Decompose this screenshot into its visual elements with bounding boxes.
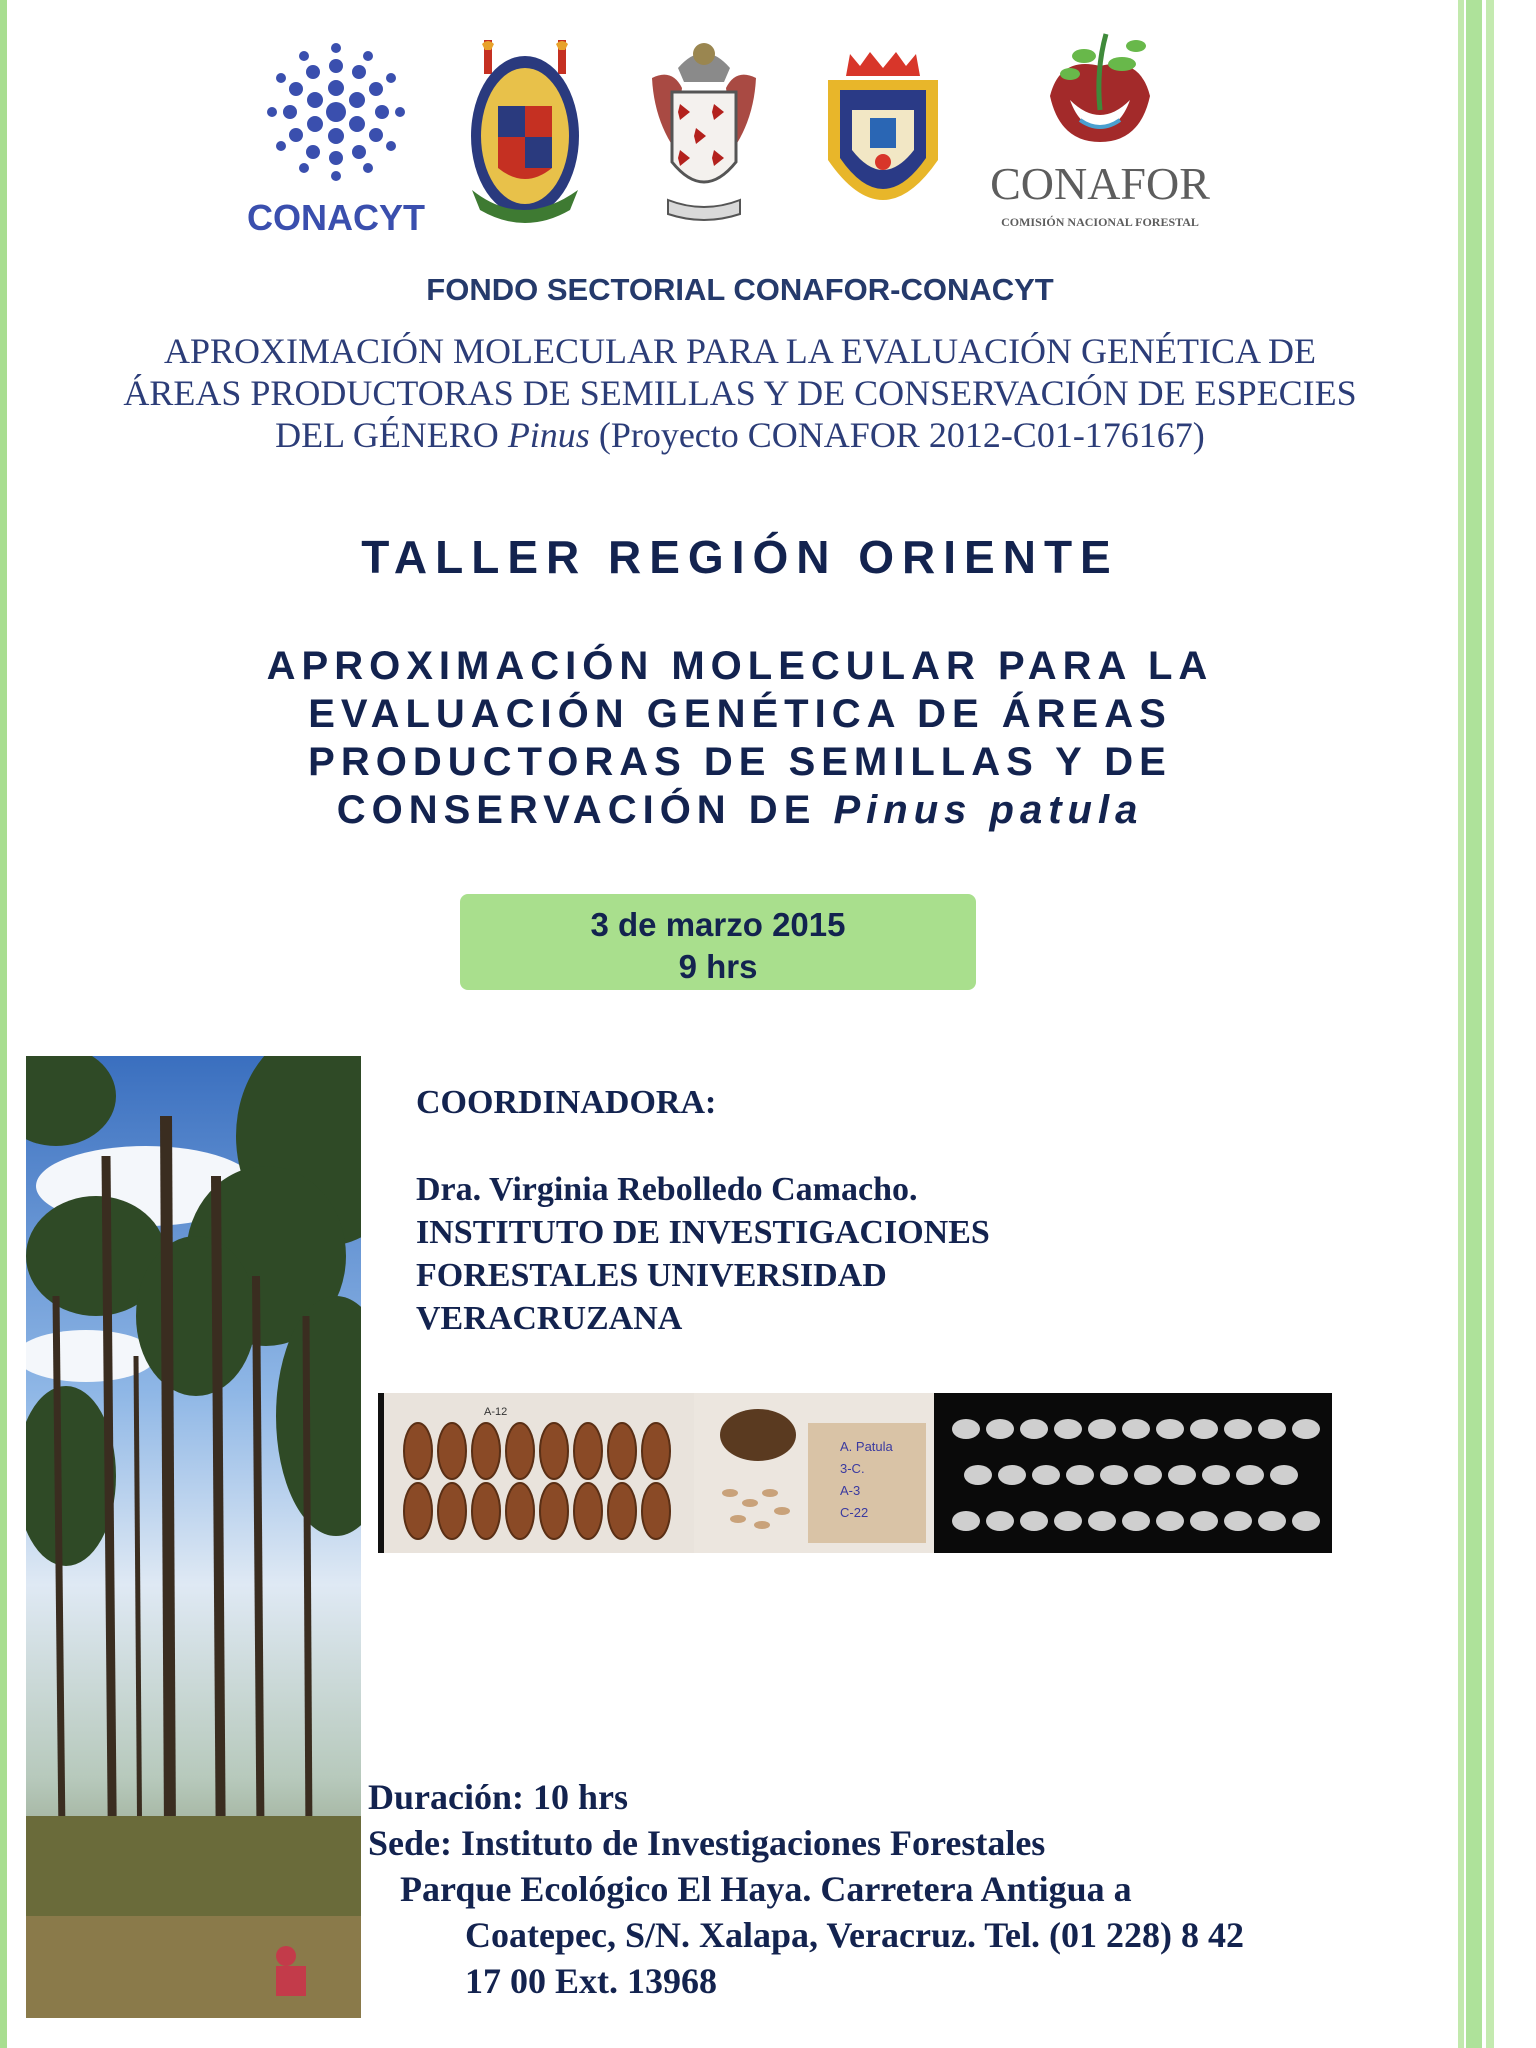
workshop-subtitle-text: CONSERVACIÓN DE (336, 788, 834, 832)
coordinator-institution-line: VERACRUZANA (416, 1300, 683, 1337)
venue-line: 17 00 Ext. 13968 (465, 1961, 717, 2001)
paper-tag-text: A-3 (840, 1483, 861, 1498)
conacyt-logo-text: CONACYT (247, 197, 425, 238)
conafor-logo-text: CONAFOR (990, 158, 1210, 209)
conafor-logo-subtext: COMISIÓN NACIONAL FORESTAL (1001, 215, 1199, 229)
michoacana-seal (462, 40, 588, 226)
project-title-text: (Proyecto CONAFOR 2012-C01-176167) (589, 415, 1205, 455)
project-title-text: DEL GÉNERO (275, 415, 508, 455)
coordinator-institution-line: INSTITUTO DE INVESTIGACIONES (416, 1214, 990, 1251)
pine-forest-photo (26, 1056, 361, 2018)
workshop-subtitle-line: APROXIMACIÓN MOLECULAR PARA LA (266, 644, 1214, 688)
duration-text: Duración: 10 hrs (368, 1777, 628, 1817)
project-title-line (0, 414, 1480, 456)
workshop-subtitle-line (0, 786, 1480, 834)
coordinator-name: Dra. Virginia Rebolledo Camacho. (416, 1171, 918, 1208)
veracruzana-seal (820, 50, 946, 226)
conafor-logo (990, 26, 1210, 230)
coordinator-label: COORDINADORA: (416, 1084, 717, 1121)
project-title-genus: Pinus (507, 415, 590, 455)
venue-line: Coatepec, S/N. Xalapa, Veracruz. Tel. (01 228) 8 42 (465, 1915, 1244, 1955)
right-border-stripe (1486, 0, 1494, 2048)
workshop-subtitle-line: PRODUCTORAS DE SEMILLAS Y DE (308, 740, 1172, 784)
event-date-box (460, 894, 976, 990)
workshop-subtitle-line: EVALUACIÓN GENÉTICA DE ÁREAS (308, 692, 1172, 736)
paper-tag-text: C-22 (840, 1505, 869, 1520)
coordinator-details (416, 1168, 990, 1340)
right-border-margin (1500, 0, 1536, 2048)
cone-tray-label: A-12 (484, 1406, 508, 1418)
workshop-subtitle (0, 642, 1480, 834)
seed-photo-strip (378, 1393, 1332, 1553)
workshop-title: TALLER REGIÓN ORIENTE (361, 531, 1119, 583)
project-title-line: APROXIMACIÓN MOLECULAR PARA LA EVALUACIÓN GENÉTICA DE (163, 331, 1317, 371)
event-date: 3 de marzo 2015 (590, 906, 846, 943)
paper-tag-text: 3-C. (840, 1461, 865, 1476)
conacyt-logo (236, 42, 436, 238)
venue-line: Sede: Instituto de Investigaciones Forestales (368, 1823, 1046, 1863)
fondo-sectorial-heading: FONDO SECTORIAL CONAFOR-CONACYT (426, 272, 1054, 307)
coordinator-institution-line: FORESTALES UNIVERSIDAD (416, 1257, 887, 1294)
project-title-line: ÁREAS PRODUCTORAS DE SEMILLAS Y DE CONSERVACIÓN DE ESPECIES (123, 373, 1357, 413)
venue-line: Parque Ecológico El Haya. Carretera Antigua a (400, 1869, 1132, 1909)
paper-tag-text: A. Patula (840, 1439, 893, 1454)
event-time: 9 hrs (678, 948, 758, 985)
project-title (0, 330, 1480, 456)
coat-of-arms-logo (648, 38, 760, 224)
workshop-subtitle-species: Pinus patula (833, 788, 1144, 832)
